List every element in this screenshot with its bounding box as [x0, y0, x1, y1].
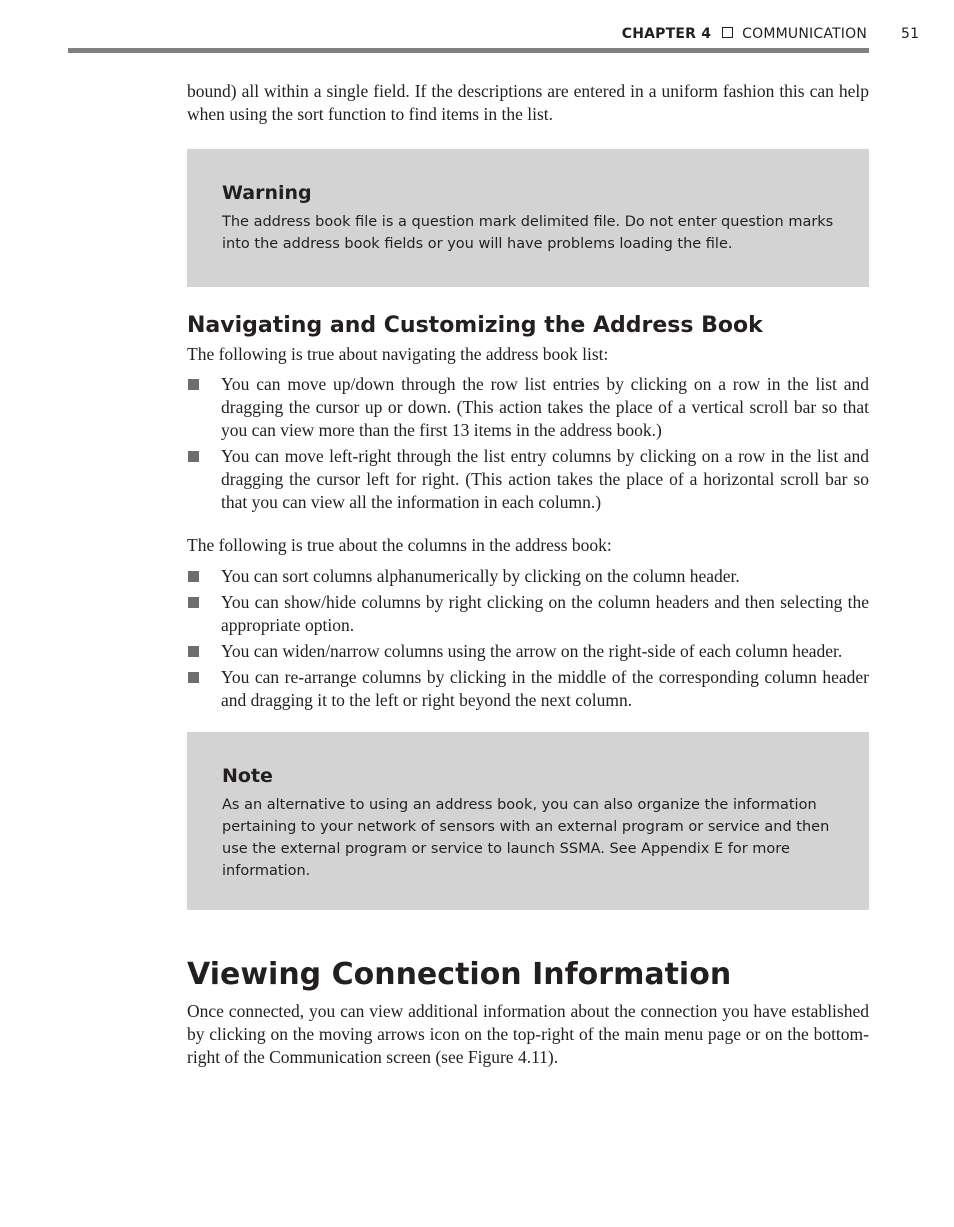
warning-title: Warning — [222, 182, 312, 204]
list-item-text: You can sort columns alphanumerically by clicking on the column header. — [221, 566, 740, 586]
intro-paragraph: bound) all within a single field. If the descriptions are entered in a uniform fashion this can help when using the sort function to find items in the list. — [187, 81, 869, 124]
list-item-text: You can move left-right through the list entry columns by clicking on a row in the list and dragging the cursor left for right. (This action takes the place of a horizontal scroll bar so that you can view all the information in each column.) — [221, 446, 869, 512]
page-content — [187, 80, 869, 1069]
chapter-label: CHAPTER 4 — [621, 26, 712, 42]
columns-list — [187, 565, 869, 712]
running-header — [0, 26, 954, 48]
note-text: As an alternative to using an address book, you can also organize the information pertaining to your network of sensors with an external program or service and then use the external program or service to launch SSMA. See Appendix E for more information. — [222, 797, 830, 879]
bullet-square-icon — [188, 379, 199, 390]
section-label: COMMUNICATION — [742, 26, 867, 42]
note-box — [187, 732, 869, 910]
chapter-indicator — [622, 26, 867, 42]
warning-text: The address book file is a question mark delimited file. Do not enter question marks into the address book fields or you will have problems loading the file. — [222, 214, 834, 252]
list-item — [187, 373, 869, 442]
list-item-text: You can show/hide columns by right clicking on the column headers and then selecting the appropriate option. — [221, 592, 869, 635]
page-number: 51 — [901, 26, 920, 42]
navigating-list-intro: The following is true about navigating the address book list: — [187, 344, 609, 364]
bullet-square-icon — [188, 672, 199, 683]
columns-list-intro: The following is true about the columns in the address book: — [187, 535, 612, 555]
viewing-paragraph: Once connected, you can view additional information about the connection you have established by clicking on the moving arrows icon on the top-right of the main menu page or on the bottom-right of the Communication screen (see Figure 4.11). — [187, 1001, 869, 1067]
bullet-square-icon — [188, 597, 199, 608]
list-item — [187, 591, 869, 637]
list-item-text: You can re-arrange columns by clicking in the middle of the corresponding column header and dragging it to the left or right beyond the next column. — [221, 667, 869, 710]
warning-box — [187, 149, 869, 287]
list-item — [187, 640, 869, 663]
list-item — [187, 445, 869, 514]
bullet-square-icon — [188, 646, 199, 657]
viewing-heading: Viewing Connection Information — [187, 957, 732, 992]
list-item — [187, 666, 869, 712]
list-item-text: You can move up/down through the row list entries by clicking on a row in the list and dragging the cursor up or down. (This action takes the place of a vertical scroll bar so that you can view more than the first 13 items in the address book.) — [221, 374, 869, 440]
bullet-square-icon — [188, 571, 199, 582]
navigating-list — [187, 373, 869, 514]
separator-box-icon — [722, 27, 733, 38]
note-title: Note — [222, 765, 273, 787]
header-rule — [68, 48, 869, 53]
list-item — [187, 565, 869, 588]
bullet-square-icon — [188, 451, 199, 462]
navigating-heading: Navigating and Customizing the Address Book — [187, 313, 763, 338]
list-item-text: You can widen/narrow columns using the arrow on the right-side of each column header. — [221, 641, 843, 661]
